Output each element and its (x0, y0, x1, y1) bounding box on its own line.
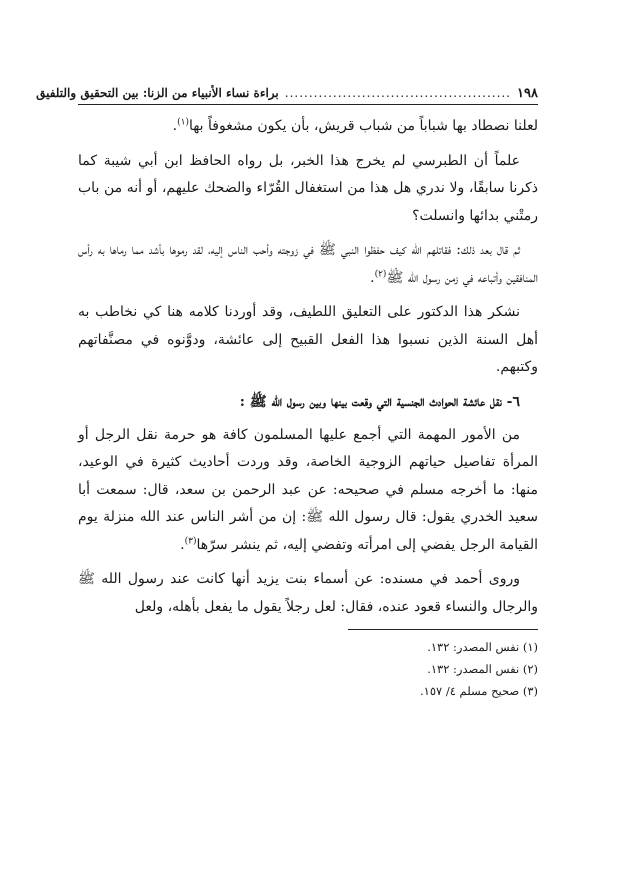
header-rule (78, 104, 538, 105)
footnote-ref-1: (١) (177, 117, 189, 128)
footnote-3: (٣) صحيح مسلم ٤/ ١٥٧. (419, 684, 538, 698)
page-body (78, 113, 538, 621)
footnote-ref-3: (٣) (184, 535, 197, 546)
running-header (36, 84, 538, 104)
footnotes (78, 636, 538, 702)
paragraph-1: لعلنا نصطاد بها شباباً من شباب قريش، بأن يكون مشغوفاً بها$^{(١)}$. (172, 117, 538, 134)
section-heading: ٦- نقل عائشة الحوادث الجنسية التي وقعت بينها وبين رسول الله ﷺ : (239, 393, 520, 410)
paragraph-6: وروى أحمد في مسنده: عن أسماء بنت يزيد أنها كانت عند رسول الله ﷺ والرجال والنساء قعود عنده، فقال: لعل رجلاً يقول ما يفعل بأهله، ولعل (78, 571, 538, 615)
footnote-2: (٢) نفس المصدر: ١٣٢. (427, 662, 538, 676)
running-title: براءة نساء الأنبياء من الزنا: بين التحقيق والتلفيق (36, 86, 279, 100)
header-leader-dots: ............................................... (284, 86, 512, 100)
footnote-rule (348, 629, 538, 630)
paragraph-5: من الأمور المهمة التي أجمع عليها المسلمون كافة هو حرمة نقل الرجل أو المرأة تفاصيل حياتهم الزوجية الخاصة، وقد وردت أحاديث كثيرة في الوعيد، منها: ما أخرجه مسلم في صحيحه: عن عبد الرحمن بن سعد، قال: سمعت أبا سعيد الخدري يقول: قال رسول الله ﷺ: إن من أشر الناس عند الله منزلة يوم القيامة الرجل يفضي إلى امرأته وتفضي إليه، ثم ينشر سرّها$^{(٣)}$. (78, 426, 538, 553)
book-page (36, 84, 538, 702)
footnote-ref-2: (٢) (374, 268, 387, 279)
paragraph-3: ثم قال بعد ذلك: فقاتلهم الله كيف حفظوا النبي ﷺ في زوجته وأحب الناس إليه، لقد رموها بأشد مما رماها به رأس المنافقين وأتباعه في زمن رسول الله ﷺ$^{(٢)}$. (78, 242, 538, 286)
paragraph-4: نشكر هذا الدكتور على التعليق اللطيف، وقد أوردنا كلامه هنا كي نخاطب به أهل السنة الذين نسبوا هذا الفعل القبيح إلى عائشة، ودوَّنوه في مصنَّفاتهم وكتبهم. (78, 304, 538, 375)
paragraph-2: علماً أن الطبرسي لم يخرج هذا الخبر، بل رواه الحافظ ابن أبي شيبة كما ذكرنا سابقًا، ولا ندري هل هذا من استغفال القُرّاء والضحك عليهم، أو أنه من باب رمتْني بدائها وانسلت؟ (78, 152, 538, 224)
page-number: ١٩٨ (517, 86, 538, 101)
footnote-1: (١) نفس المصدر: ١٣٢. (427, 640, 538, 654)
